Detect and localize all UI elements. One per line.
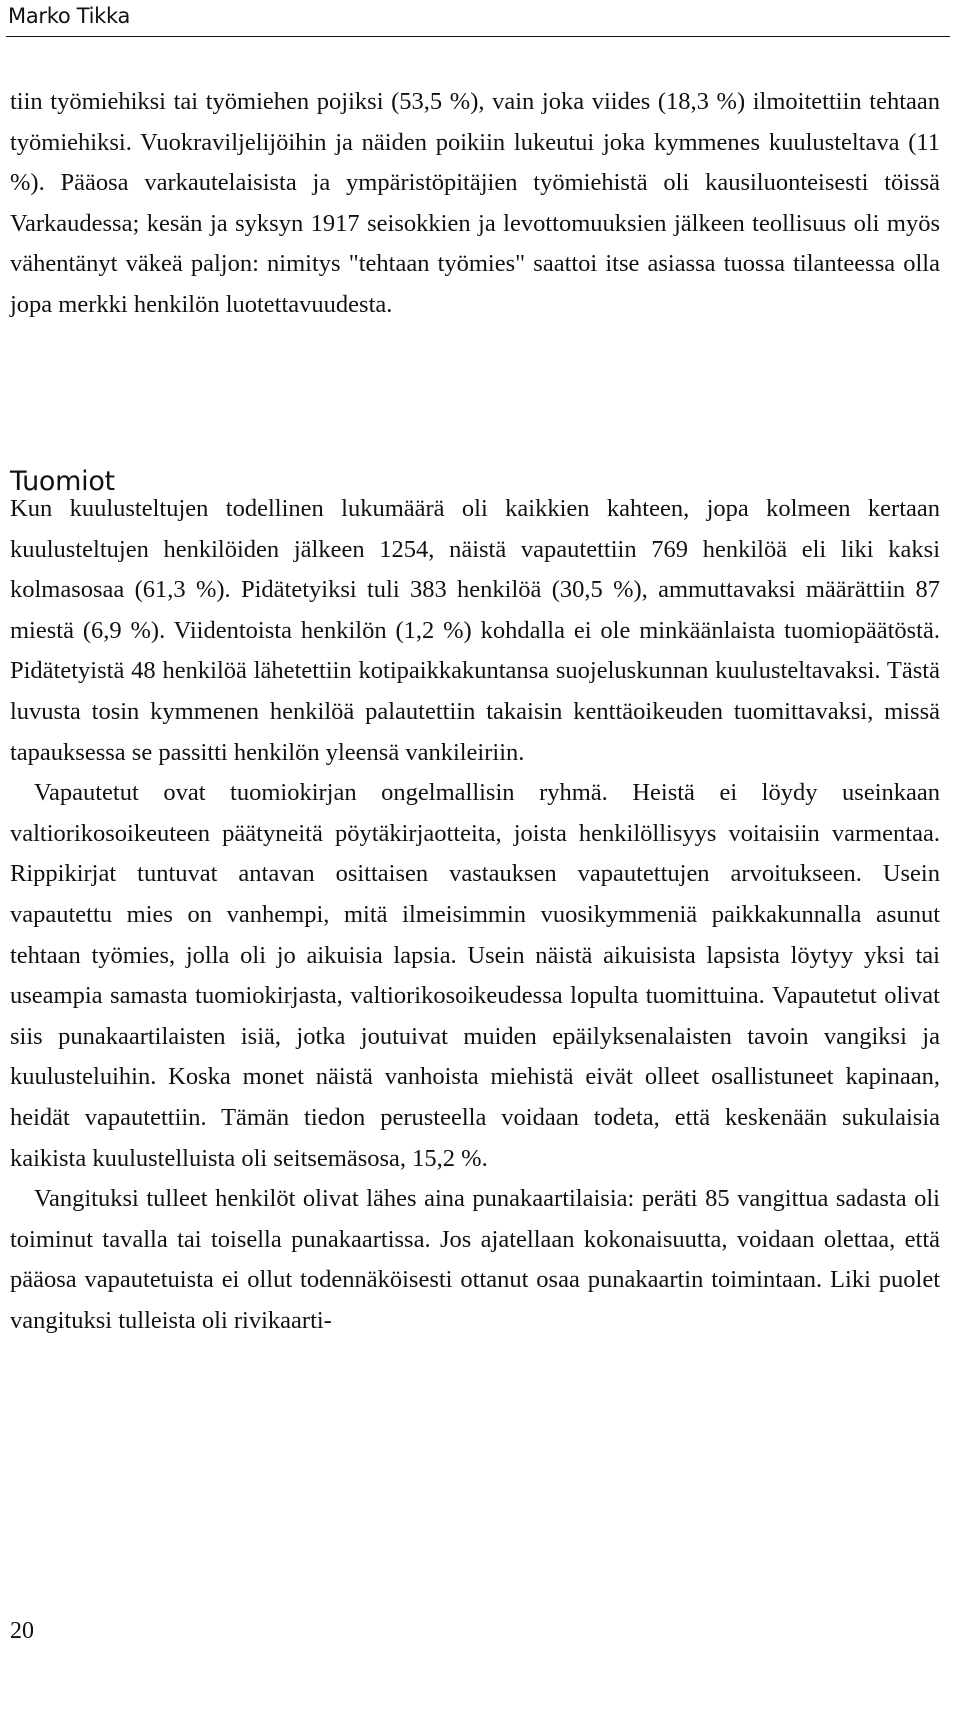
page-number: 20 bbox=[10, 1618, 34, 1644]
section-heading: Tuomiot bbox=[10, 466, 115, 497]
header-rule bbox=[6, 36, 950, 37]
section-body bbox=[10, 489, 940, 1341]
paragraph: Vangituksi tulleet henkilöt olivat lähes aina punakaartilaisia: peräti 85 vangittua sadasta oli toiminut tavalla tai toisella punakaartissa. Jos ajatellaan kokonaisuutta, voidaan olettaa, että pääosa vapautetuista ei ollut todennäköisesti ottanut osaa punakaartin toimintaan. Liki puolet vangituksi tulleista oli rivikaarti- bbox=[10, 1185, 940, 1334]
paragraph: Vapautetut ovat tuomiokirjan ongelmallisin ryhmä. Heistä ei löydy useinkaan valtiorikosoikeuteen päätyneitä pöytäkirjaotteita, joista henkilöllisyys voitaisiin varmentaa. Rippikirjat tuntuvat antavan osittaisen vastauksen vapautettujen arvoitukseen. Usein vapautettu mies on vanhempi, mitä ilmeisimmin vuosikymmeniä paikkakunnalla asunut tehtaan työmies, jolla oli jo aikuisia lapsia. Usein näistä aikuisista lapsista löytyy yksi tai useampia samasta tuomiokirjasta, valtiorikosoikeudessa lopulta tuomittuina. Vapautetut olivat siis punakaartilaisten isiä, jotka joutuivat muiden epäilyksenalaisten tavoin vangiksi ja kuulusteluihin. Koska monet näistä vanhoista miehistä eivät olleet osallistuneet kapinaan, heidät vapautettiin. Tämän tiedon perusteella voidaan todeta, että keskenään sukulaisia kaikista kuulustelluista oli seitsemäsosa, 15,2 %. bbox=[10, 779, 940, 1172]
lead-text bbox=[10, 82, 940, 326]
running-header: Marko Tikka bbox=[8, 4, 131, 28]
paragraph: Kun kuulusteltujen todellinen lukumäärä oli kaikkien kahteen, jopa kolmeen kertaan kuulusteltujen henkilöiden jälkeen 1254, näistä vapautettiin 769 henkilöä eli liki kaksi kolmasosaa (61,3 %). Pidätetyiksi tuli 383 henkilöä (30,5 %), ammuttavaksi määrättiin 87 miestä (6,9 %). Viidentoista henkilön (1,2 %) kohdalla ei ole minkäänlaista tuomiopäätöstä. Pidätetyistä 48 henkilöä lähetettiin kotipaikkakuntansa suojeluskunnan kuulusteltavaksi. Tästä luvusta tosin kymmenen henkilöä palautettiin takaisin kenttäoikeuden tuomittavaksi, missä tapauksessa se passitti henkilön yleensä vankileiriin. bbox=[10, 495, 940, 766]
lead-paragraph: tiin työmiehiksi tai työmiehen pojiksi (53,5 %), vain joka viides (18,3 %) ilmoitettiin tehtaan työmiehiksi. Vuokraviljelijöihin ja näiden poikiin lukeutui joka kymmenes kuulusteltava (11 %). Pääosa varkautelaisista ja ympäristöpitäjien työmiehistä oli kausiluonteisesti töissä Varkaudessa; kesän ja syksyn 1917 seisokkien ja levottomuuksien jälkeen teollisuus oli myös vähentänyt väkeä paljon: nimitys "tehtaan työmies" saattoi itse asiassa tuossa tilanteessa olla jopa merkki henkilön luotettavuudesta. bbox=[10, 88, 940, 318]
